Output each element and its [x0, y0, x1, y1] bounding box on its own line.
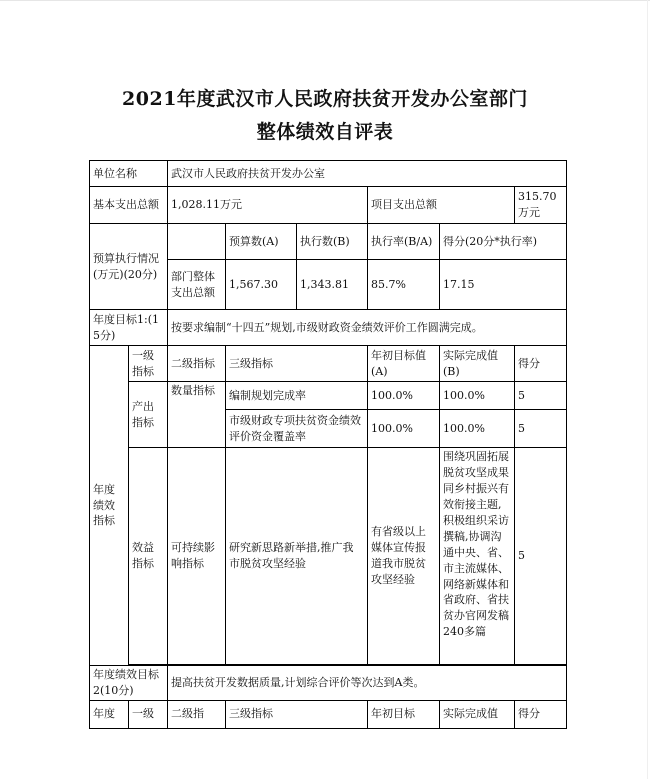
exec-value: 1,343.81 — [297, 260, 368, 310]
row1-score: 5 — [515, 382, 567, 410]
header-actual: 实际完成值(B) — [440, 346, 515, 382]
bottom-actual: 实际完成值 — [440, 700, 515, 728]
header-level1: 一级指标 — [129, 346, 168, 382]
budget-header-score: 得分(20分*执行率) — [440, 224, 567, 260]
table-row — [90, 700, 567, 728]
benefit-indicator-label: 效益指标 — [129, 448, 168, 665]
goal1-text: 按要求编制“十四五”规划,市级财政资金绩效评价工作圆满完成。 — [168, 310, 567, 346]
row3-score: 5 — [515, 448, 567, 665]
goal1-label: 年度目标1:(15分) — [90, 310, 168, 346]
table-row — [90, 310, 567, 346]
header-initial: 年初目标值(A) — [368, 346, 440, 382]
budget-header-empty — [168, 224, 226, 260]
budget-row-label: 部门整体支出总额 — [168, 260, 226, 310]
row1-initial: 100.0% — [368, 382, 440, 410]
sustain-indicator-label: 可持续影响指标 — [168, 448, 226, 665]
row2-actual: 100.0% — [440, 410, 515, 448]
bottom-level2: 二级指 — [168, 700, 226, 728]
performance-table — [89, 160, 567, 729]
unit-name-label: 单位名称 — [90, 161, 168, 187]
table-row — [90, 161, 567, 187]
top-border-line — [0, 0, 650, 1]
basic-expense-label: 基本支出总额 — [90, 187, 168, 224]
row3-actual: 围绕巩固拓展脱贫攻坚成果同乡村振兴有效衔接主题,积极组织采访撰稿,协调沟通中央、省、市主流媒体、网络新媒体和省政府、省扶贫办官网发稿240多篇 — [440, 448, 515, 665]
budget-header-exec: 执行数(B) — [297, 224, 368, 260]
budget-value: 1,567.30 — [226, 260, 297, 310]
score-value: 17.15 — [440, 260, 567, 310]
basic-expense-value: 1,028.11万元 — [168, 187, 368, 224]
goal2-text: 提高扶贫开发数据质量,计划综合评价等次达到A类。 — [168, 666, 567, 701]
quantity-indicator-label: 数量指标 — [168, 382, 226, 448]
document-title-line1: 2021年度武汉市人民政府扶贫开发办公室部门 — [122, 88, 528, 110]
budget-execution-label: 预算执行情况(万元)(20分) — [90, 224, 168, 310]
budget-header-budget: 预算数(A) — [226, 224, 297, 260]
table-row — [90, 224, 567, 260]
bottom-year: 年度 — [90, 700, 129, 728]
bottom-level3: 三级指标 — [226, 700, 368, 728]
row3-level3: 研究新思路新举措,推广我市脱贫攻坚经验 — [226, 448, 368, 665]
row3-initial: 有省级以上媒体宣传报道我市脱贫攻坚经验 — [368, 448, 440, 665]
project-expense-value: 315.70万元 — [515, 187, 567, 224]
row1-level3: 编制规划完成率 — [226, 382, 368, 410]
table-row — [90, 382, 567, 410]
table-row — [90, 666, 567, 701]
annual-indicator-label: 年度绩效指标 — [90, 346, 129, 666]
row2-score: 5 — [515, 410, 567, 448]
header-level3: 三级指标 — [226, 346, 368, 382]
document-title-line2: 整体绩效自评表 — [256, 121, 394, 143]
unit-name-value: 武汉市人民政府扶贫开发办公室 — [168, 161, 567, 187]
rate-value: 85.7% — [368, 260, 440, 310]
budget-header-rate: 执行率(B/A) — [368, 224, 440, 260]
project-expense-label: 项目支出总额 — [368, 187, 515, 224]
header-level2: 二级指标 — [168, 346, 226, 382]
row2-level3: 市级财政专项扶贫资金绩效评价资金覆盖率 — [226, 410, 368, 448]
output-indicator-label: 产出指标 — [129, 382, 168, 448]
table-row — [90, 346, 567, 382]
table-row — [90, 187, 567, 224]
row1-actual: 100.0% — [440, 382, 515, 410]
row2-initial: 100.0% — [368, 410, 440, 448]
bottom-score: 得分 — [515, 700, 567, 728]
goal2-label: 年度绩效目标2(10分) — [90, 666, 168, 701]
table-row — [90, 448, 567, 665]
header-score: 得分 — [515, 346, 567, 382]
bottom-initial: 年初目标 — [368, 700, 440, 728]
bottom-level1: 一级 — [129, 700, 168, 728]
